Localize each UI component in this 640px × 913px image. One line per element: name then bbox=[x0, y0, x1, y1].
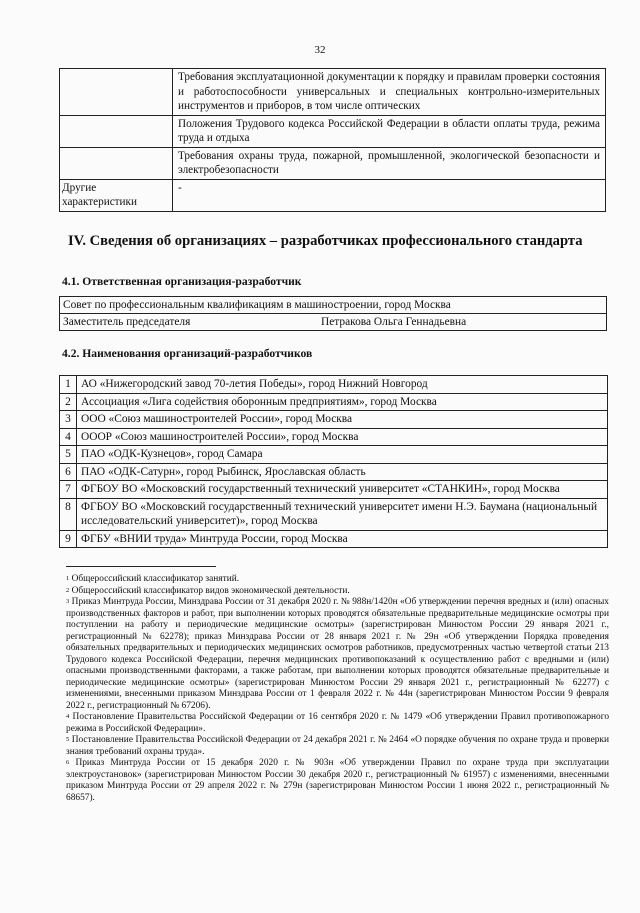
page-number: 32 bbox=[314, 44, 326, 56]
footnote-separator bbox=[66, 566, 216, 567]
developer-name: ПАО «ОДК-Сатурн», город Рыбинск, Ярославская область bbox=[77, 463, 608, 481]
footnote-text: Приказ Минтруда России от 15 декабря 2020 г. № 903н «Об утверждении Правил по охране труда при эксплуатации электроустановок» (зарегистрирован Минюстом России 30 декабря 2020 г., регистрационный № 61957) с изменениями, внесенными приказом Минтруда России от 29 апреля 2022 г. № 279н (зарегистрирован Минюстом России 1 июня 2022 г., регистрационный № 68657). bbox=[66, 758, 609, 803]
footnote-text: Приказ Минтруда России, Минздрава России от 31 декабря 2020 г. № 988н/1420н «Об утверждении перечня вредных и (или) опасных производственных факторов и работ, при выполнении которых проводятся обязательные предварительные медицинские осмотры при поступлении на работу и периодические медицинские осмотры» (зарегистрирован Минюстом России 29 января 2021 г., регистрационный № 62278); приказ Минздрава России от 28 января 2021 г. № 29н «Об утверждении Порядка проведения обязательных предварительных и периодических медицинских осмотров работников, предусмотренных частью четвертой статьи 213 Трудового кодекса Российской Федерации, перечня медицинских противопоказаний к осуществлению работ с вредными и (или) опасными производственными факторами, а также работам, при выполнении которых проводятся обязательные предварительные и периодические медицинские осмотры» (зарегистрирован Минюстом России 29 января 2021 г., регистрационный № 62277) с изменениями, внесенными приказом Минздрава России от 1 февраля 2022 г. № 44н (зарегистрирован Минюстом России 9 февраля 2022 г., регистрационный № 67206). bbox=[66, 597, 609, 711]
table-row bbox=[60, 314, 607, 331]
developer-number: 6 bbox=[60, 463, 77, 481]
footnote-text: Общероссийский классификатор занятий. bbox=[71, 574, 240, 584]
footnote-mark: 1 bbox=[66, 575, 70, 582]
responsible-position: Заместитель председателя bbox=[63, 316, 191, 329]
developer-name: ПАО «ОДК-Кузнецов», город Самара bbox=[77, 446, 608, 464]
footnote-text: Постановление Правительства Российской Федерации от 24 декабря 2021 г. № 2464 «О порядке обучения по охране труда и проверки знания требований охраны труда». bbox=[66, 735, 609, 757]
developer-name: ФГБУ «ВНИИ труда» Минтруда России, город Москва bbox=[77, 530, 608, 548]
footnote-mark: 3 bbox=[66, 598, 70, 605]
table-row bbox=[60, 481, 608, 499]
developer-name: АО «Нижегородский завод 70-летия Победы», город Нижний Новгород bbox=[77, 376, 608, 394]
developer-number: 7 bbox=[60, 481, 77, 499]
developer-number: 8 bbox=[60, 498, 77, 530]
footnotes bbox=[66, 574, 609, 804]
table-row bbox=[60, 446, 608, 464]
developer-number: 1 bbox=[60, 376, 77, 394]
row-value: Требования эксплуатационной документации к порядку и правилам проверки состояния и работоспособности универсальных и специальных контрольно-измерительных инструментов и приборов, в том числе оптических bbox=[173, 69, 606, 116]
responsible-person: Петракова Ольга Геннадьевна bbox=[321, 316, 467, 329]
developer-name: ФГБОУ ВО «Московский государственный технический университет имени Н.Э. Баумана (национальный исследовательский университет)», город Москва bbox=[77, 498, 608, 530]
row-label: Другие характеристики bbox=[60, 179, 173, 211]
footnote bbox=[66, 574, 609, 586]
footnote-mark: 6 bbox=[66, 759, 70, 766]
responsible-org-name: Совет по профессиональным квалификациям в машиностроении, город Москва bbox=[60, 297, 607, 314]
developer-name: ОООР «Союз машиностроителей России», город Москва bbox=[77, 428, 608, 446]
table-row bbox=[60, 297, 607, 314]
table-row bbox=[60, 411, 608, 429]
footnote bbox=[66, 712, 609, 735]
table-row bbox=[60, 69, 606, 116]
table-row bbox=[60, 147, 606, 179]
row-value: - bbox=[173, 179, 606, 211]
developer-number: 5 bbox=[60, 446, 77, 464]
table-row bbox=[60, 393, 608, 411]
row-label bbox=[60, 115, 173, 147]
developer-name: ООО «Союз машиностроителей России», город Москва bbox=[77, 411, 608, 429]
footnote-mark: 5 bbox=[66, 736, 70, 743]
subsection-title-responsible: 4.1. Ответственная организация-разработчик bbox=[62, 275, 302, 288]
table-row bbox=[60, 530, 608, 548]
footnote bbox=[66, 597, 609, 712]
section-title: IV. Сведения об организациях – разработчиках профессионального стандарта bbox=[68, 233, 583, 249]
footnote bbox=[66, 735, 609, 758]
footnote-text: Постановление Правительства Российской Федерации от 16 сентября 2020 г. № 1479 «Об утверждении Правил противопожарного режима в Российской Федерации». bbox=[66, 712, 610, 734]
footnote bbox=[66, 758, 609, 804]
footnote-text: Общероссийский классификатор видов экономической деятельности. bbox=[71, 585, 350, 596]
footnote-mark: 4 bbox=[66, 713, 70, 720]
table-row bbox=[60, 463, 608, 481]
developer-number: 9 bbox=[60, 530, 77, 548]
subsection-title-developers: 4.2. Наименования организаций-разработчиков bbox=[62, 347, 313, 360]
row-label bbox=[60, 69, 173, 116]
developer-name: ФГБОУ ВО «Московский государственный технический университет «СТАНКИН», город Москва bbox=[77, 481, 608, 499]
row-label bbox=[60, 147, 173, 179]
footnote bbox=[66, 586, 609, 598]
table-row bbox=[60, 428, 608, 446]
row-value: Требования охраны труда, пожарной, промышленной, экологической безопасности и электробезопасности bbox=[173, 147, 606, 179]
developers-table bbox=[59, 375, 608, 548]
developer-name: Ассоциация «Лига содействия оборонным предприятиям», город Москва bbox=[77, 393, 608, 411]
table-row bbox=[60, 376, 608, 394]
table-row bbox=[60, 498, 608, 530]
table-row bbox=[60, 115, 606, 147]
characteristics-table bbox=[59, 68, 606, 212]
developer-number: 4 bbox=[60, 428, 77, 446]
developer-number: 3 bbox=[60, 411, 77, 429]
row-value: Положения Трудового кодекса Российской Федерации в области оплаты труда, режима труда и отдыха bbox=[173, 115, 606, 147]
footnote-mark: 2 bbox=[66, 586, 70, 594]
responsible-organization-table bbox=[59, 296, 607, 331]
developer-number: 2 bbox=[60, 393, 77, 411]
table-row bbox=[60, 179, 606, 211]
